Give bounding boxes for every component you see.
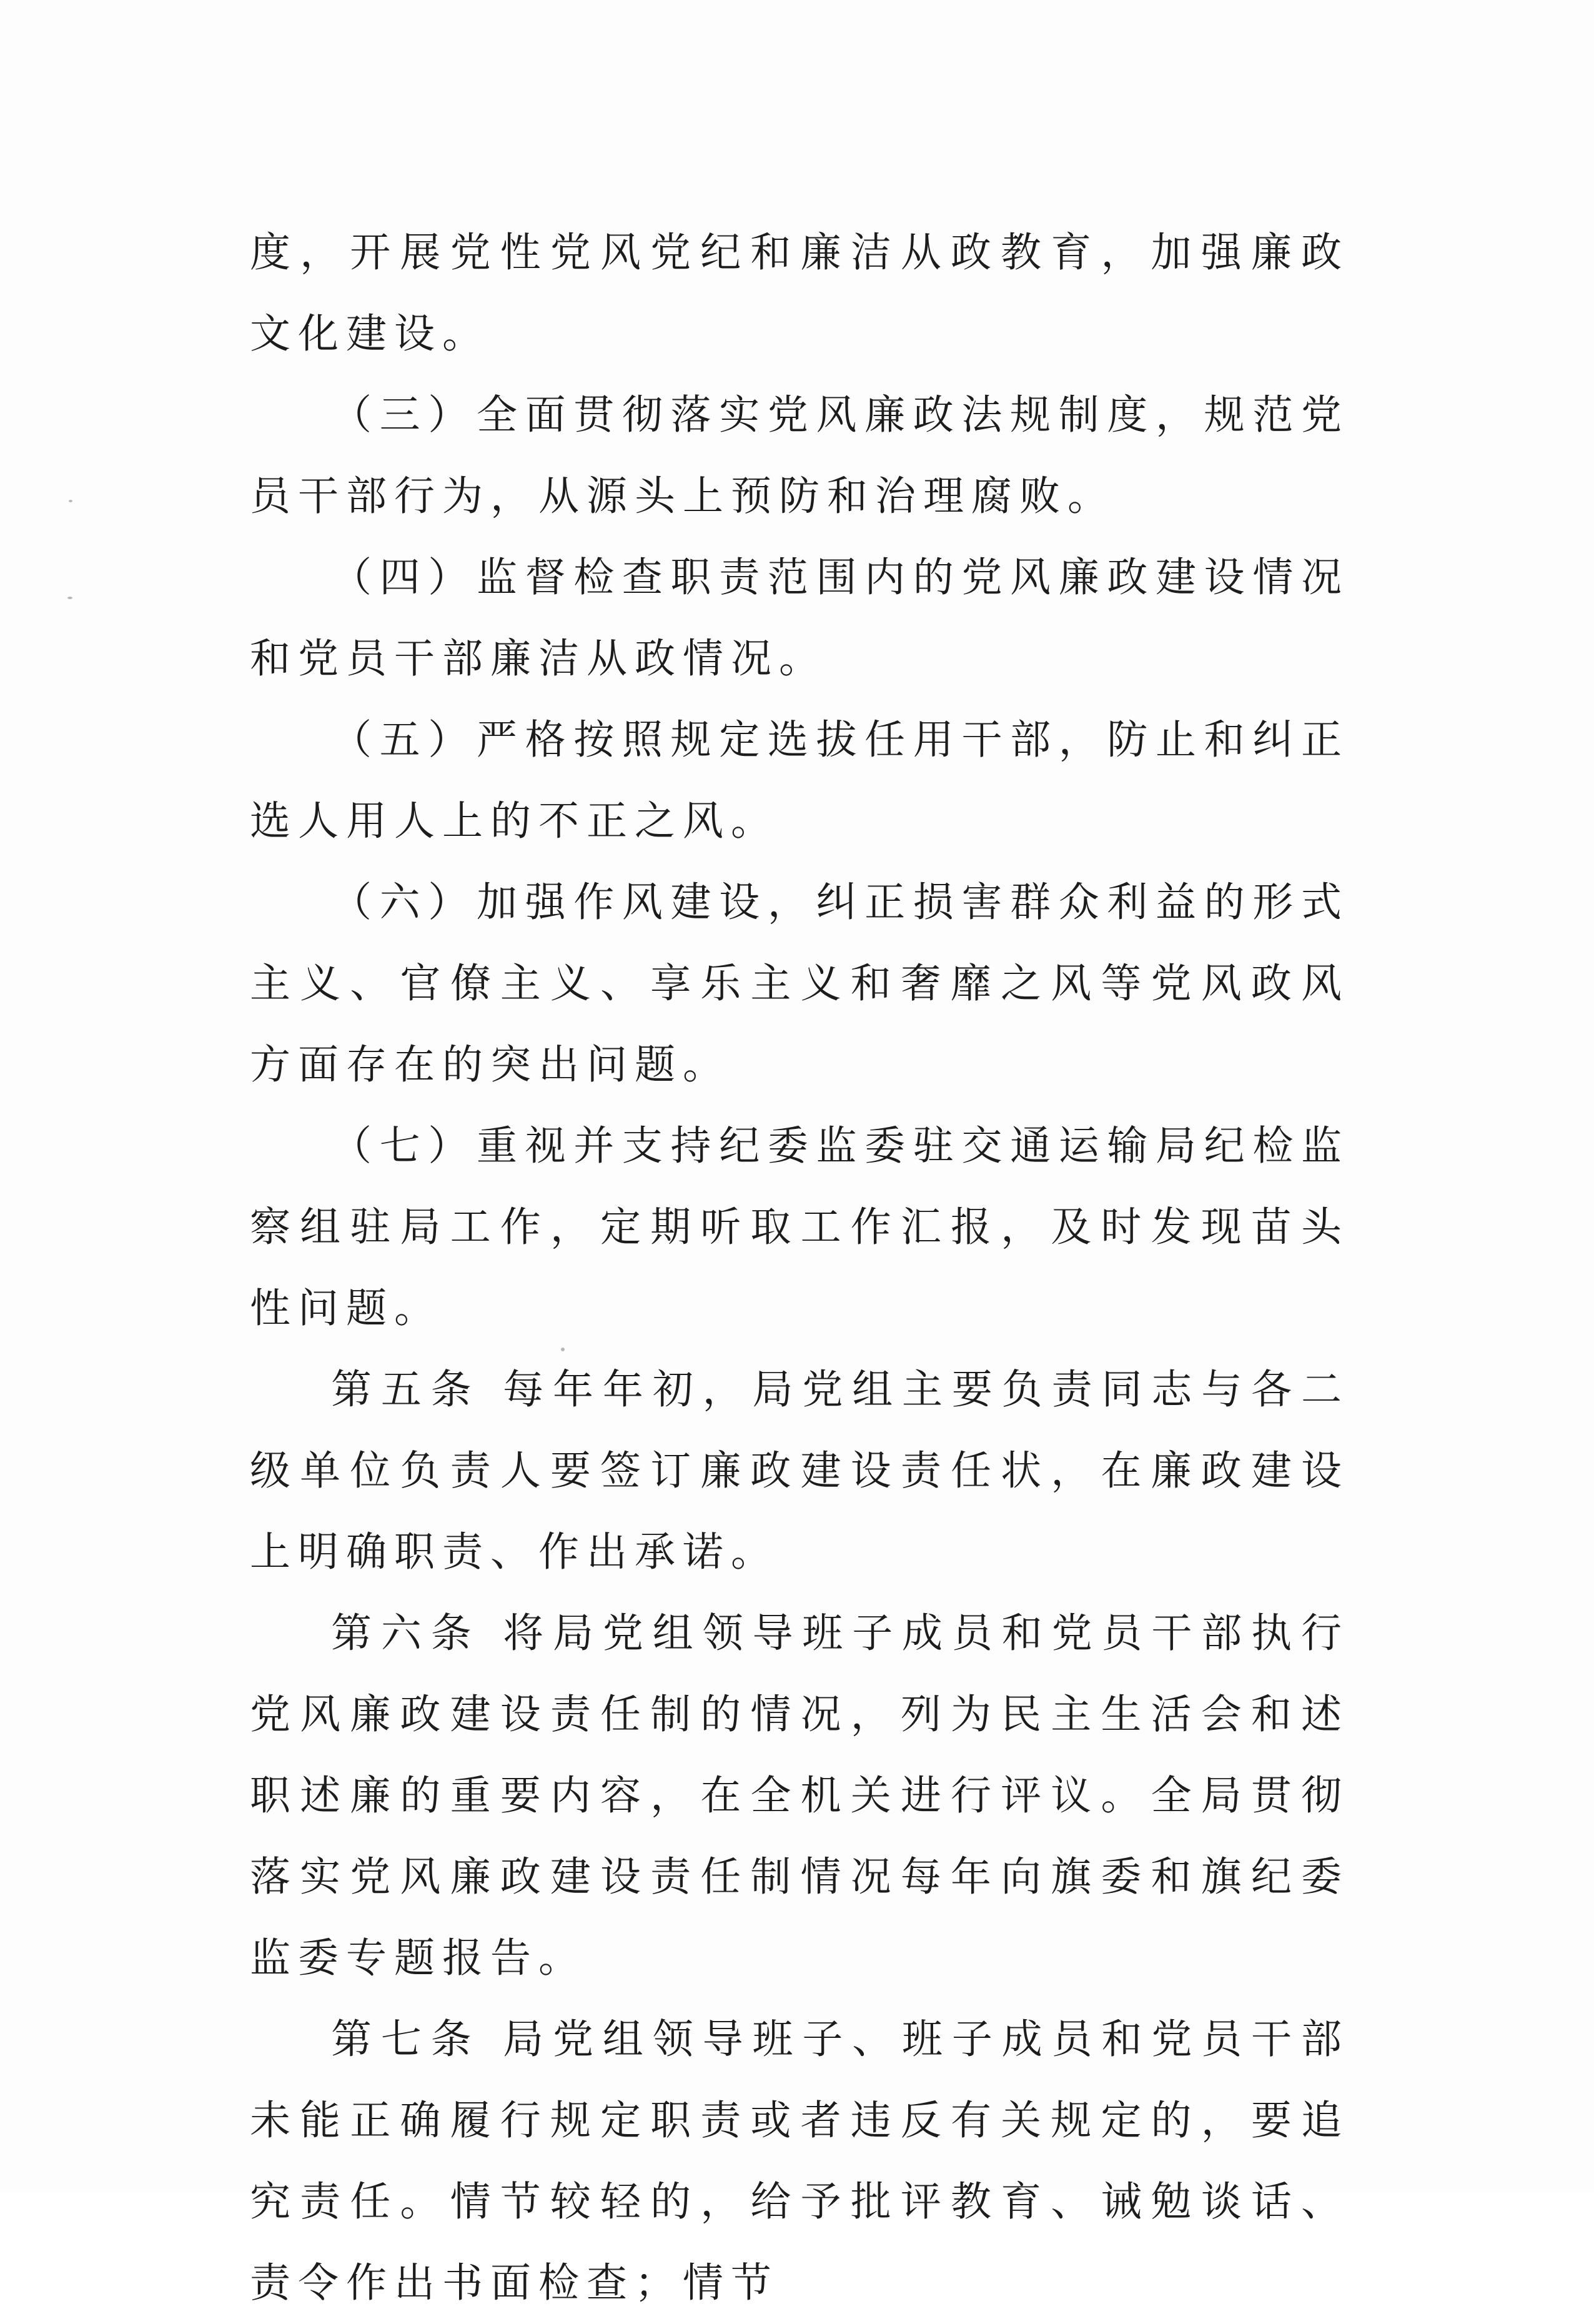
scan-speck (561, 1348, 565, 1351)
paragraph-item-3: （三）全面贯彻落实党风廉政法规制度，规范党员干部行为，从源头上预防和治理腐败。 (250, 392, 1349, 520)
scan-speck (69, 500, 72, 502)
paragraph-item-7: （七）重视并支持纪委监委驻交通运输局纪检监察组驻局工作，定期听取工作汇报，及时发现苗头性问题。 (250, 1123, 1349, 1332)
paragraph-continuation: 度，开展党性党风党纪和廉洁从政教育，加强廉政文化建设。 (250, 229, 1349, 357)
paragraph-item-5: （五）严格按照规定选拔任用干部，防止和纠正选人用人上的不正之风。 (250, 717, 1349, 845)
paragraph-item-4: （四）监督检查职责范围内的党风廉政建设情况和党员干部廉洁从政情况。 (250, 554, 1349, 682)
article-7: 第七条 局党组领导班子、班子成员和党员干部未能正确履行规定职责或者违反有关规定的，要追究责任。情节较轻的，给予批评教育、诫勉谈话、责令作出书面检查；情节 (250, 2016, 1349, 2307)
article-6: 第六条 将局党组领导班子成员和党员干部执行党风廉政建设责任制的情况，列为民主生活会和述职述廉的重要内容，在全机关进行评议。全局贯彻落实党风廉政建设责任制情况每年向旗委和旗纪委监委专题报告。 (250, 1610, 1349, 1982)
document-body (250, 212, 1349, 2324)
scan-speck (67, 597, 72, 599)
paragraph-item-6: （六）加强作风建设，纠正损害群众利益的形式主义、官僚主义、享乐主义和奢靡之风等党风政风方面存在的突出问题。 (250, 879, 1349, 1088)
article-5: 第五条 每年年初，局党组主要负责同志与各二级单位负责人要签订廉政建设责任状，在廉政建设上明确职责、作出承诺。 (250, 1366, 1349, 1576)
